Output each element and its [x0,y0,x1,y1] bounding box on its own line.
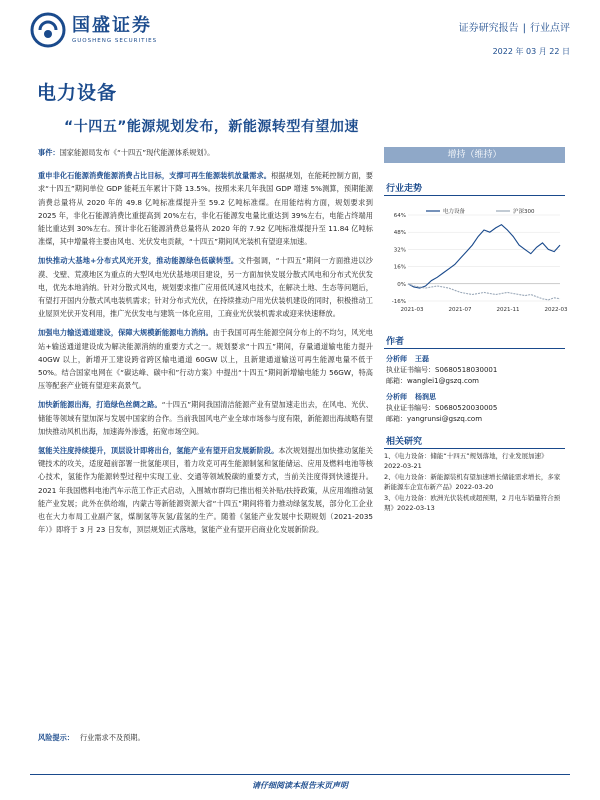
y-tick-label: 0% [397,281,406,288]
y-tick-label: 64% [393,213,406,219]
paragraph-lead: 重申非化石能源消费能源消费占比目标，支撑可再生能源装机放量需求。 [38,171,272,181]
legend-label: 电力设备 [443,209,466,215]
related-date: 2022-03-20 [455,482,494,491]
series-line [408,284,560,300]
x-tick-label: 2021-11 [496,307,520,313]
chart-grid [408,215,560,301]
logo-cn-text: 国盛证券 [72,15,152,36]
body-paragraph [38,326,373,392]
cert-label: 执业证书编号： [386,366,435,374]
paragraph-body: 根据规划，在能耗控制方面，要求“十四五”期间单位 GDP 能耗五年累计下降 13.5%。按照未来几年我国 GDP 增速 5%测算，预期能源消费总量将从 2020 年的 49.8 亿吨标准煤提升至 59.2 亿吨标准煤。在用能结构方面，规划要求到 2025 年，非化石能源消费比重提高到 20%左右，非化石能源发电量比重达到 39%左右，电能占终端用能比重达到 30%左右。预计非化石能源消费总量将从 2020 年的 7.92 亿吨标准煤提升至 11.84 亿吨标准煤，其中增量将主要由风电、光伏发电贡献，“十四五”期间风光装机有望迎来加速。 [38,171,373,247]
related-date: 2022-03-13 [397,503,435,512]
report-type: 证券研究报告 | 行业点评 [458,23,570,34]
author-block [386,392,497,425]
body-paragraph [38,398,373,438]
author-email[interactable]: yangrunsi@gszq.com [407,415,483,423]
paragraph-lead: 加强电力输送通道建设，保障大规模新能源电力消纳。 [38,328,213,338]
main-content [38,146,373,542]
footer-divider [30,774,570,775]
event-label: 事件： [38,148,60,157]
author-role: 分析师 [386,393,407,401]
report-subtype-label: 行业点评 [530,23,570,34]
y-tick-label: -16% [391,299,406,305]
paragraph-lead: 加快推动大基地+分布式风光开发，推动能源绿色低碳转型。 [38,256,239,266]
section-divider [384,195,565,196]
series-line [408,225,560,288]
paragraph-body: 文件强调，“十四五”期间一方面推进以沙漠、戈壁、荒漠地区为重点的大型风电光伏基地项目建设，另一方面加快发展分散式风电和分布式光伏发电，优先本地消纳。针对分散式风电，规划要求推广应用低风速风电技术，在解决土地、生态等问题后，有望打开国内分散式风电装机需求；针对分布式光伏，在持续推动户用光伏装机建设的同时，积极推动工业屋顶光伏开发利用，推广光伏发电与建筑一体化应用，工商业光伏装机需求或迎来快速释放。 [38,256,373,319]
trend-chart [384,205,568,317]
body-paragraph [38,169,373,248]
authors-section-title: 作者 [386,337,405,347]
trend-section-title: 行业走势 [386,184,423,194]
related-item[interactable] [384,452,565,471]
author-name: 杨润思 [415,393,436,401]
industry-name: 电力设备 [37,82,118,104]
logo-icon [30,12,66,48]
cert-number: S0680518030001 [435,366,498,374]
rating-badge: 增持（维持） [384,147,565,163]
paragraph-body: “十四五”期间我国清洁能源产业有望加速走出去，在风电、光伏、储能等领域有望加深与发展中国家的合作。当前我国风电产业全球市场参与度有限，新能源出海战略有望加快推动风机出海，加速海外渗透，拓宽市场空间。 [38,400,373,436]
related-item[interactable] [384,494,565,513]
report-header [0,0,600,60]
related-item[interactable] [384,473,565,492]
section-divider [384,448,565,449]
report-title: “十四五”能源规划发布，新能源转型有望加速 [64,119,359,135]
author-name: 王磊 [415,355,429,363]
chart-series [408,225,560,300]
x-tick-label: 2021-03 [400,307,424,313]
author-role: 分析师 [386,355,407,363]
y-axis-ticks [392,213,406,305]
risk-label: 风险提示： [38,733,74,742]
related-section-title: 相关研究 [386,437,423,447]
y-tick-label: 16% [393,264,406,271]
event-text: 国家能源局发布《“十四五”现代能源体系规划》。 [59,148,215,157]
report-date: 2022 年 03 月 22 日 [492,47,570,56]
paragraph-body: 本次规划提出加快推动氢能关键技术的攻关，适度超前部署一批氢能项目，着力攻克可再生能源制氢和氢能储运、应用及燃料电池等核心技术，氢能作为能源转型过程中实现工业、交通等领域脱碳的重要方式，当前关注度得到快速提升。2021 年我国燃料电池汽车示范工作正式启动，入围城市群均已推出相关补贴/扶持政策，从应用端推动氢能产业发展；此外在供给端，内蒙古等新能源资源大省“十四五”期间将着力推动绿氢发展，部分化工企业也在大力布局工业副产氢，煤制氢等灰氢/蓝氢的生产。随着《氢能产业发展中长期规划（2021-2035 年）》即将于 3 月 23 日发布，顶层规划正式落地，氢能产业有望开启商业化发展新阶段。 [38,446,373,535]
x-tick-label: 2021-07 [448,307,472,313]
body-paragraph [38,254,373,320]
cert-label: 执业证书编号： [386,404,435,412]
related-date: 2022-03-21 [384,461,422,470]
cert-number: S0680520030005 [435,404,498,412]
company-logo [30,12,157,48]
logo-en-text: GUOSHENG SECURITIES [72,38,158,44]
email-label: 邮箱： [386,377,407,385]
paragraph-body: 由于我国可再生能源空间分布上的不均匀，风光电站+输送通道建设成为解决能源消纳的重要方式之一。规划要求“十四五”期间，存量通道输电能力提升 40GW 以上，新增开工建设跨省跨区输电通道 60GW 以上，且新建通道输送可再生能源电量不低于 50%。结合国家电网在《“碳达峰、碳中和”行动方案》中提出“十四五”期间新增输电能力 56GW，特高压等配套产业链有望迎来高景气。 [38,328,373,391]
x-axis-ticks [401,307,568,313]
y-tick-label: 32% [393,247,406,254]
related-research-list [384,452,565,515]
section-divider [384,348,565,349]
paragraph-lead: 加快新能源出海，打造绿色丝绸之路。 [38,400,162,410]
related-text: 2、《电力设备：新能源装机有望加速增长储能需求增长，多家新能源车企宣布新产品》 [384,473,561,491]
related-text: 1、《电力设备：储能“十四五”规划落地，行业发展加速》 [384,452,548,460]
email-label: 邮箱： [386,415,407,423]
related-text: 3、《电力设备：欧洲光伏装机或超预期，2 月电车销量符合预期》 [384,494,561,512]
x-tick-label: 2022-03 [544,307,568,313]
event-paragraph [38,146,373,159]
report-type-label: 证券研究报告 [458,23,519,34]
body-paragraph [38,444,373,536]
risk-warning [38,733,145,743]
author-block [386,354,497,387]
risk-text: 行业需求不及预期。 [79,733,145,742]
chart-legend [426,207,535,215]
legend-label: 沪深300 [513,209,535,215]
footer-disclaimer: 请仔细阅读本报告末页声明 [252,781,348,790]
author-email[interactable]: wanglei1@gszq.com [407,377,479,385]
y-tick-label: 48% [393,230,406,237]
paragraph-lead: 氢能关注度持续提升，顶层设计即将出台，氢能产业有望开启发展新阶段。 [38,446,279,456]
